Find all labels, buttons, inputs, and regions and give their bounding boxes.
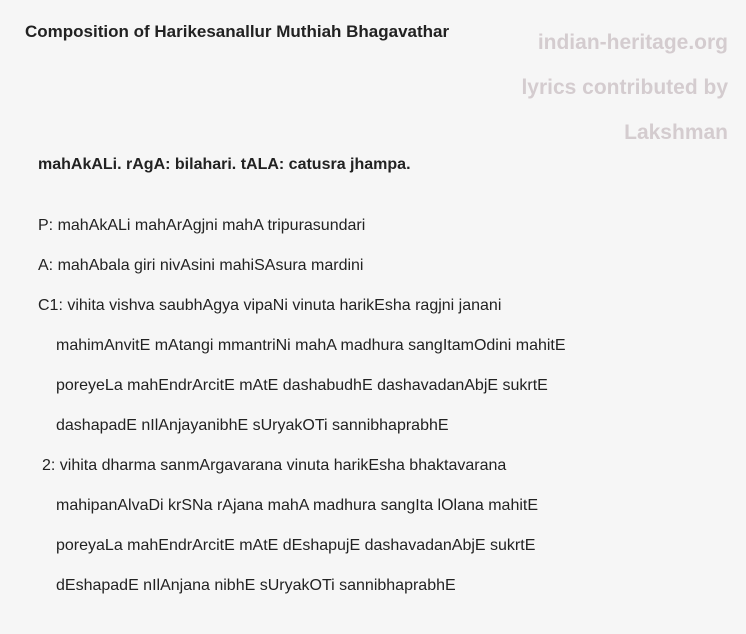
lyric-line: A: mahAbala giri nivAsini mahiSAsura mardini bbox=[38, 257, 364, 274]
lyric-line: dEshapadE nIlAnjana nibhE sUryakOTi sannibhaprabhE bbox=[56, 577, 456, 594]
lyric-line: poreyeLa mahEndrArcitE mAtE dashabudhE dashavadanAbjE sukrtE bbox=[56, 377, 548, 394]
page-title: Composition of Harikesanallur Muthiah Bhagavathar bbox=[25, 22, 450, 41]
lyric-line: poreyaLa mahEndrArcitE mAtE dEshapujE dashavadanAbjE sukrtE bbox=[56, 537, 536, 554]
site-credit: indian-heritage.org bbox=[537, 31, 728, 54]
lyric-line: C1: vihita vishva saubhAgya vipaNi vinuta harikEsha ragjni janani bbox=[38, 297, 502, 314]
lyric-line: 2: vihita dharma sanmArgavarana vinuta harikEsha bhaktavarana bbox=[42, 457, 507, 474]
credits-block bbox=[521, 20, 728, 155]
song-details: mahAkALi. rAgA: bilahari. tALA: catusra jhampa. bbox=[38, 156, 411, 173]
lyric-line: P: mahAkALi mahArAgjni mahA tripurasundari bbox=[38, 217, 366, 234]
lyric-line: mahimAnvitE mAtangi mmantriNi mahA madhura sangItamOdini mahitE bbox=[56, 337, 566, 354]
contributor-credit: lyrics contributed by bbox=[521, 76, 728, 99]
contributor-name: Lakshman bbox=[624, 121, 728, 144]
lyric-line: mahipanAlvaDi krSNa rAjana mahA madhura sangIta lOlana mahitE bbox=[56, 497, 539, 514]
lyrics-block bbox=[0, 212, 746, 612]
lyric-line: dashapadE nIlAnjayanibhE sUryakOTi sannibhaprabhE bbox=[56, 417, 449, 434]
